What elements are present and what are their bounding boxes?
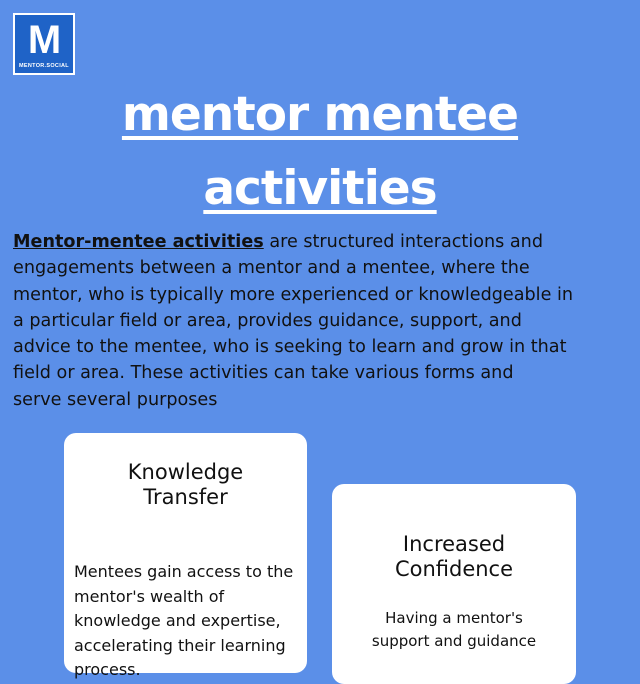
intro-line-1-rest: are structured interactions and xyxy=(263,232,543,252)
card-title-line-2: Transfer xyxy=(143,485,228,509)
intro-line-7: serve several purposes xyxy=(13,389,218,410)
intro-line-1 xyxy=(13,229,640,255)
card-increased-confidence xyxy=(332,484,576,684)
intro-term: Mentor-mentee activities xyxy=(13,232,264,252)
page-title xyxy=(0,78,640,226)
intro-line-4: a particular field or area, provides guidance, support, and xyxy=(13,310,522,331)
logo-letter: M xyxy=(27,17,61,62)
card-body: Having a mentor's support and guidance xyxy=(371,609,537,650)
card-title-line-2: Confidence xyxy=(394,557,514,581)
intro-line-5: advice to the mentee, who is seeking to learn and grow in that xyxy=(13,337,567,358)
card-title-line-1: Knowledge xyxy=(127,460,244,484)
intro-line-6: field or area. These activities can take various forms and xyxy=(13,363,514,384)
card-title xyxy=(64,460,307,510)
card-title-line-1: Increased xyxy=(402,532,506,556)
title-line-2: activities xyxy=(203,161,437,216)
intro-paragraph xyxy=(13,229,640,413)
brand-logo xyxy=(13,13,75,75)
card-title xyxy=(332,532,576,582)
intro-line-2: engagements between a mentor and a mentee, where the xyxy=(13,258,530,279)
card-body: Mentees gain access to the mentor's wealth of knowledge and expertise, accelerating their learning process. xyxy=(74,562,294,679)
logo-caption: MENTOR.SOCIAL xyxy=(19,62,69,69)
intro-line-3: mentor, who is typically more experienced or knowledgeable in xyxy=(13,284,574,305)
title-line-1: mentor mentee xyxy=(121,87,519,142)
card-knowledge-transfer xyxy=(64,433,307,679)
